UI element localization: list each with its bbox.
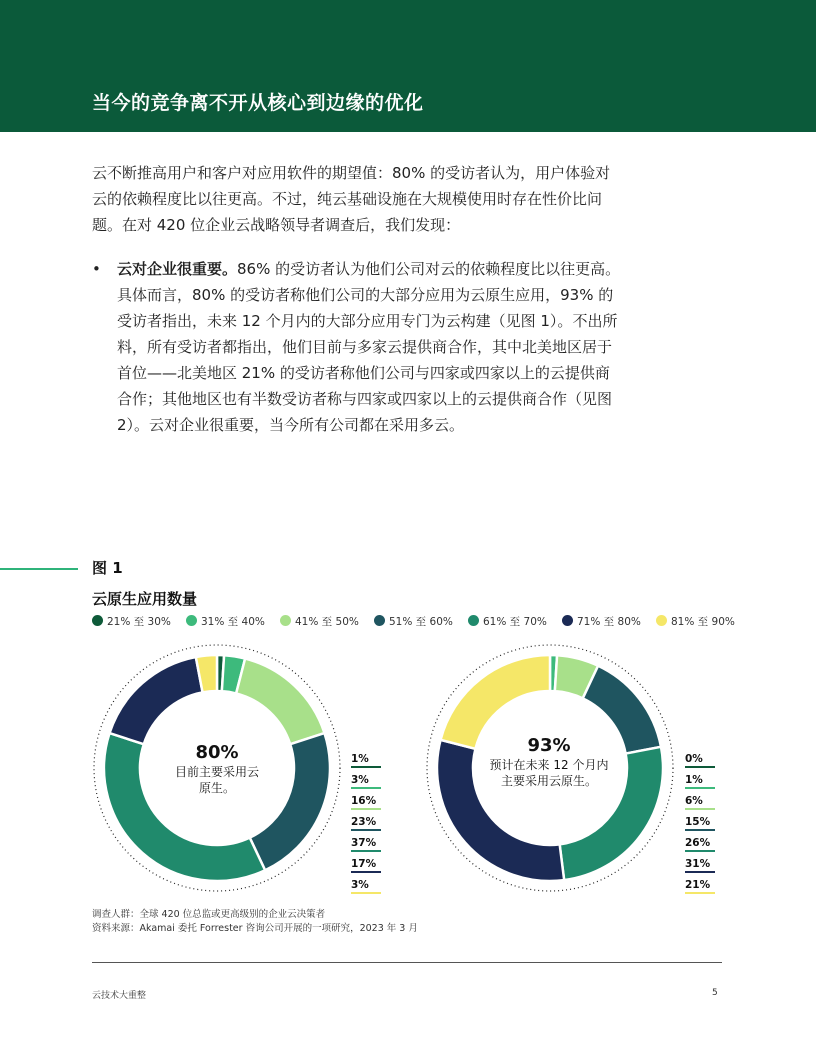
value-label: 0% — [685, 750, 715, 771]
page-header — [0, 0, 816, 132]
legend-item — [656, 614, 735, 629]
chart-legend — [92, 614, 792, 632]
legend-label: 61% 至 70% — [483, 616, 547, 628]
page-title: 当今的竞争离不开从核心到边缘的优化 — [92, 92, 424, 114]
value-label: 31% — [685, 855, 715, 876]
bullet-text: 86% 的受访者认为他们公司对云的依赖程度比以往更高。具体而言，80% 的受访者称他们公司的大部分应用为云原生应用，93% 的受访者指出，未来 12 个月内的大部分应用专门为云构建（见图 1）。不出所料，所有受访者都指出，他们目前与多家云提供商合作，其中北美地区居于首位——北美地区 21% 的受访者称他们公司与四家或四家以上的云提供商合作；其他地区也有半数受访者称与四家或四家以上的云提供商合作（见图 2）。云对企业很重要，当今所有公司都在采用多云。 — [117, 260, 621, 434]
legend-swatch — [468, 615, 479, 626]
legend-swatch — [186, 615, 197, 626]
figure-title: 云原生应用数量 — [92, 590, 198, 608]
value-label: 3% — [351, 876, 381, 897]
value-label: 15% — [685, 813, 715, 834]
bullet-marker: • — [92, 260, 101, 278]
value-label: 37% — [351, 834, 381, 855]
sample-note: 调查人群：全球 420 位总监或更高级别的企业云决策者 — [92, 909, 326, 920]
legend-label: 31% 至 40% — [201, 616, 265, 628]
bullet-lead: 云对企业很重要。 — [117, 260, 238, 278]
legend-label: 71% 至 80% — [577, 616, 641, 628]
bullet-item — [92, 256, 622, 438]
value-label: 21% — [685, 876, 715, 897]
footer-doc-title: 云技术大重整 — [92, 991, 147, 1001]
legend-label: 41% 至 50% — [295, 616, 359, 628]
value-label: 17% — [351, 855, 381, 876]
donut-center-next-12-months — [484, 735, 614, 789]
value-label: 6% — [685, 792, 715, 813]
legend-item — [186, 614, 265, 629]
legend-swatch — [92, 615, 103, 626]
legend-item — [562, 614, 641, 629]
legend-swatch — [280, 615, 291, 626]
value-label: 16% — [351, 792, 381, 813]
source-note: 资料来源：Akamai 委托 Forrester 咨询公司开展的一项研究，2023 年 3 月 — [92, 923, 418, 934]
center-label: 预计在未来 12 个月内主要采用云原生。 — [489, 758, 609, 788]
donut-center-current — [152, 742, 282, 796]
legend-label: 51% 至 60% — [389, 616, 453, 628]
footer-divider — [92, 962, 722, 963]
intro-paragraph: 云不断推高用户和客户对应用软件的期望值：80% 的受访者认为，用户体验对云的依赖程度比以往更高。不过，纯云基础设施在大规模使用时存在性价比问题。在对 420 位企业云战略领导者调查后，我们发现： — [92, 164, 611, 234]
legend-swatch — [562, 615, 573, 626]
center-percent: 93% — [527, 735, 571, 756]
legend-label: 81% 至 90% — [671, 616, 735, 628]
figure-accent-line — [0, 568, 78, 570]
value-list-current — [351, 750, 381, 897]
legend-swatch — [374, 615, 385, 626]
legend-item — [92, 614, 171, 629]
donut-slice — [110, 657, 203, 744]
bullet-body — [117, 256, 622, 438]
legend-swatch — [656, 615, 667, 626]
value-list-next-12-months — [685, 750, 715, 897]
value-label: 1% — [685, 771, 715, 792]
value-label: 26% — [685, 834, 715, 855]
value-label: 23% — [351, 813, 381, 834]
center-label: 目前主要采用云原生。 — [174, 765, 259, 795]
legend-item — [280, 614, 359, 629]
center-percent: 80% — [195, 742, 239, 763]
legend-item — [374, 614, 453, 629]
donut-slice — [236, 659, 324, 745]
legend-item — [468, 614, 547, 629]
page-number: 5 — [712, 988, 718, 998]
value-label: 1% — [351, 750, 381, 771]
figure-label: 图 1 — [92, 559, 123, 577]
value-label: 3% — [351, 771, 381, 792]
legend-label: 21% 至 30% — [107, 616, 171, 628]
